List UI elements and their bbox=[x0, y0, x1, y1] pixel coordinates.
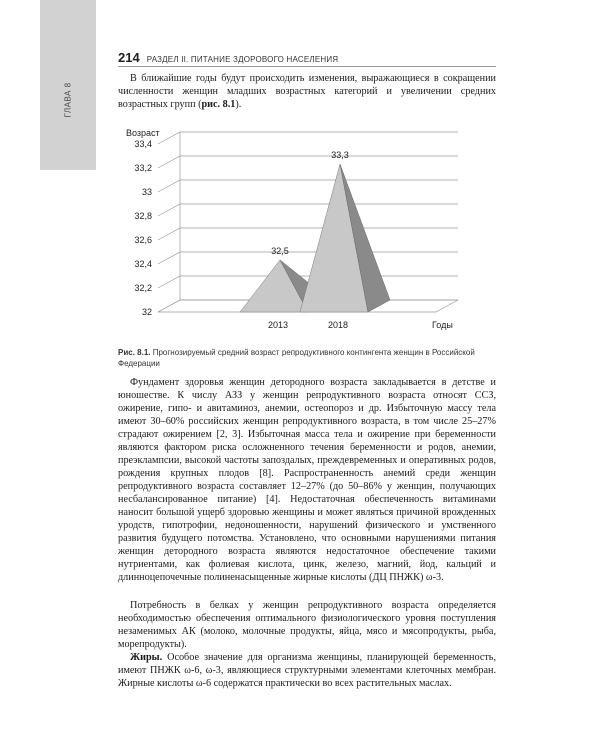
grid-line bbox=[158, 180, 458, 192]
y-tick-label: 33,4 bbox=[134, 139, 152, 149]
x-axis-label: Годы bbox=[432, 320, 453, 330]
grid-line bbox=[158, 204, 458, 216]
y-tick-label: 32,4 bbox=[134, 259, 152, 269]
grid-line bbox=[158, 228, 458, 240]
running-head: РАЗДЕЛ II. ПИТАНИЕ ЗДОРОВОГО НАСЕЛЕНИЯ bbox=[146, 55, 339, 64]
header-rule bbox=[118, 66, 496, 67]
chapter-label: ГЛАВА 8 bbox=[63, 82, 73, 118]
age-chart bbox=[118, 124, 496, 340]
y-tick-label: 32,8 bbox=[134, 211, 152, 221]
y-tick-label: 32 bbox=[141, 307, 152, 317]
grid-line bbox=[158, 252, 458, 264]
x-tick-label: 2013 bbox=[267, 320, 289, 330]
data-label: 33,3 bbox=[331, 150, 349, 160]
data-label: 32,5 bbox=[271, 246, 289, 256]
figure-caption bbox=[118, 348, 496, 369]
caption-label: Рис. 8.1. bbox=[118, 348, 151, 357]
grid-line bbox=[158, 156, 458, 168]
figure-8-1 bbox=[118, 124, 496, 340]
fats-paragraph bbox=[118, 651, 496, 690]
x-tick-label: 2018 bbox=[327, 320, 349, 330]
body-paragraph-2: Потребность в белках у женщин репродуктивного возраста определяется необходимостью обеспечения оптимального физиологического уровня поступления незаменимых АК (молоко, молочные продукты, яйца, мясо и мясопродукты, рыба, морепродукты). bbox=[118, 600, 496, 650]
y-tick-label: 33,2 bbox=[134, 163, 152, 173]
fats-text: Особое значение для организма женщины, планирующей беременность, имеют ПНЖК ω-6, ω-3, являющиеся структурными элементами клеточных мембран. Жирные кислоты ω-6 содержатся практически во всех растительных маслах. bbox=[118, 652, 496, 689]
y-tick-label: 32,6 bbox=[134, 235, 152, 245]
pyramid-bar bbox=[300, 164, 390, 312]
intro-paragraph: В ближайшие годы будут происходить изменения, выражающиеся в сокращении численности женщин младших возрастных категорий и увеличении средних возрастных групп (рис. 8.1). bbox=[118, 73, 496, 110]
grid-line bbox=[158, 132, 458, 144]
chapter-side-tab bbox=[40, 0, 96, 170]
body-paragraph-1: Фундамент здоровья женщин детородного возраста закладывается в детстве и юношестве. К числу АЗЗ у женщин репродуктивного возраста относят ССЗ, ожирение, гипо- и авитаминоз, анемии, остеопороз и др. Избыточную массу тела имеют 30–60% российских женщин репродуктивного возраста, в том числе 25–27% страдают ожирением [2, 3]. Избыточная масса тела и ожирение при беременности являются фактором риска осложненного течения беременности и родов, анемии, преэклампсии, высокой частоты запоздалых, преждевременных и оперативных родов, рождения крупных плодов [8]. Распространенность анемий среди женщин репродуктивного возраста составляет 12–27% (до 50–86% у женщин, получающих несбалансированное питание) [4]. Недостаточная обеспеченность витаминами наносит большой ущерб здоровью женщины и может являться причиной врожденных уродств, гипотрофии, недоношенности, нарушений физического и умственного развития будущего потомства. Установлено, что основными нарушениями питания женщин детородного возраста являются недостаточное обеспечение такими нутриентами, как фолиевая кислота, цинк, железо, магний, йод, кальций и длинноцепочечные полиненасыщенные жирные кислоты (ДЦ ПНЖК) ω-3. bbox=[118, 377, 496, 583]
y-axis-label: Возраст bbox=[126, 128, 160, 138]
page-number: 214 bbox=[118, 50, 140, 65]
figure-ref: рис. 8.1 bbox=[201, 99, 236, 110]
caption-text: Прогнозируемый средний возраст репродуктивного контингента женщин в Российской Федерации bbox=[118, 348, 475, 368]
y-tick-label: 33 bbox=[141, 187, 152, 197]
page-header bbox=[118, 50, 496, 65]
y-tick-label: 32,2 bbox=[134, 283, 152, 293]
fats-title: Жиры. bbox=[130, 652, 163, 663]
